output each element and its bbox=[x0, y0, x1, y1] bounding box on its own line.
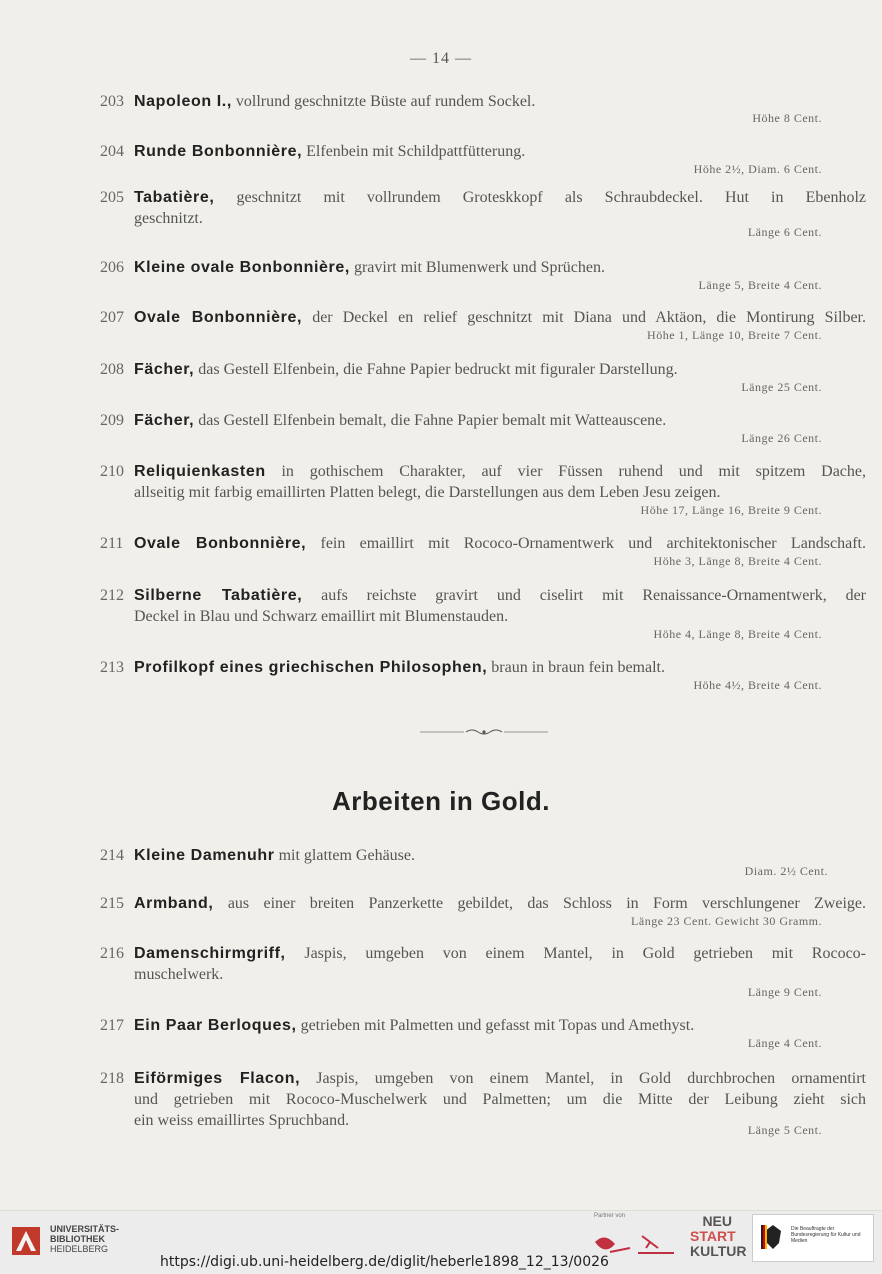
entry-title: Ein Paar Berloques, bbox=[134, 1017, 297, 1034]
library-name-line: UNIVERSITÄTS- bbox=[50, 1224, 120, 1234]
catalog-entry bbox=[100, 257, 866, 292]
entry-measure: Länge 4 Cent. bbox=[747, 1036, 822, 1050]
entry-number: 206 bbox=[100, 259, 124, 276]
neustart-kultur-logo bbox=[690, 1213, 747, 1260]
entry-text: aufs reichste gravirt und ciselirt mit Renaissance-Ornamentwerk, der bbox=[321, 587, 866, 604]
entry-measure: Höhe 2½, Diam. 6 Cent. bbox=[693, 162, 822, 176]
entry-number: 210 bbox=[100, 463, 124, 480]
entry-title: Damenschirmgriff, bbox=[134, 945, 286, 962]
entry-number: 209 bbox=[100, 412, 124, 429]
catalog-entry bbox=[100, 1068, 866, 1137]
neustart-line: START bbox=[690, 1228, 736, 1244]
entry-measure: Länge 26 Cent. bbox=[741, 431, 822, 445]
entry-number: 212 bbox=[100, 587, 124, 604]
entry-number: 205 bbox=[100, 189, 124, 206]
section-title: Arbeiten in Gold. bbox=[332, 786, 550, 816]
federal-government-text: Die Beauftragte der Bundesregierung für Kultur und Medien bbox=[791, 1226, 861, 1244]
entry-number: 216 bbox=[100, 945, 124, 962]
entry-title: Reliquienkasten bbox=[134, 463, 266, 480]
entry-text: Jaspis, umgeben von einem Mantel, in Gold getrieben mit Rococo- bbox=[304, 945, 867, 962]
federal-government-logo bbox=[752, 1214, 874, 1262]
catalog-entry bbox=[100, 845, 866, 878]
library-name-line: BIBLIOTHEK bbox=[50, 1234, 105, 1244]
neustart-line: NEU bbox=[702, 1213, 732, 1229]
entry-title: Tabatière, bbox=[134, 189, 215, 206]
entry-text: geschnitzt mit vollrundem Groteskkopf als Schraubdeckel. Hut in Ebenholz bbox=[236, 189, 866, 206]
entry-text: getrieben mit Palmetten und gefasst mit Topas und Amethyst. bbox=[300, 1017, 695, 1034]
entry-continuation: und getrieben mit Rococo-Muschelwerk und Palmetten; um die Mitte der Leibung zieht sich bbox=[134, 1091, 866, 1108]
entry-title: Runde Bonbonnière, bbox=[134, 143, 303, 160]
partner-label: Partner von bbox=[594, 1213, 626, 1219]
entry-text: fein emaillirt mit Rococo-Ornamentwerk und architektonischer Landschaft. bbox=[320, 535, 866, 552]
entry-measure: Länge 25 Cent. bbox=[741, 380, 822, 394]
entry-text: braun in braun fein bemalt. bbox=[491, 659, 665, 676]
entry-number: 215 bbox=[100, 895, 124, 912]
catalog-entry bbox=[100, 410, 866, 445]
entry-number: 203 bbox=[100, 93, 124, 110]
entry-measure: Diam. 2½ Cent. bbox=[744, 864, 828, 878]
entry-number: 207 bbox=[100, 309, 124, 326]
entry-number: 208 bbox=[100, 361, 124, 378]
entry-title: Napoleon I., bbox=[134, 93, 232, 110]
document-url[interactable]: https://digi.ub.uni-heidelberg.de/diglit/heberle1898_12_13/0026 bbox=[160, 1254, 609, 1270]
entry-number: 213 bbox=[100, 659, 124, 676]
catalog-entry bbox=[100, 533, 866, 568]
page-number: — 14 — bbox=[410, 50, 472, 67]
entry-text: mit glattem Gehäuse. bbox=[278, 847, 415, 864]
entry-measure: Höhe 1, Länge 10, Breite 7 Cent. bbox=[647, 328, 822, 342]
entry-measure: Höhe 8 Cent. bbox=[752, 111, 822, 125]
partner-logo bbox=[590, 1222, 680, 1262]
entry-title: Kleine Damenuhr bbox=[134, 847, 275, 864]
entry-measure: Länge 5, Breite 4 Cent. bbox=[698, 278, 822, 292]
entry-title: Fächer, bbox=[134, 361, 195, 378]
entry-text: der Deckel en relief geschnitzt mit Diana und Aktäon, die Montirung Silber. bbox=[312, 309, 866, 326]
catalog-entry bbox=[100, 943, 866, 999]
catalog-entry bbox=[100, 187, 866, 239]
entry-text: Jaspis, umgeben von einem Mantel, in Gold durchbrochen ornamentirt bbox=[316, 1070, 866, 1087]
entry-continuation: ein weiss emaillirtes Spruchband. bbox=[134, 1112, 350, 1129]
entry-text: gravirt mit Blumenwerk und Sprüchen. bbox=[353, 259, 605, 276]
entry-measure: Höhe 3, Länge 8, Breite 4 Cent. bbox=[653, 554, 822, 568]
catalog-entry bbox=[100, 359, 866, 394]
entry-text: das Gestell Elfenbein, die Fahne Papier bedruckt mit figuraler Darstellung. bbox=[198, 361, 678, 378]
entry-measure: Länge 6 Cent. bbox=[747, 225, 822, 239]
eagle-icon bbox=[761, 1223, 785, 1253]
entry-number: 218 bbox=[100, 1070, 124, 1087]
entry-measure: Höhe 4, Länge 8, Breite 4 Cent. bbox=[653, 627, 822, 641]
catalog-entry bbox=[100, 657, 866, 692]
catalog-entry bbox=[100, 141, 866, 176]
entry-measure: Höhe 17, Länge 16, Breite 9 Cent. bbox=[640, 503, 822, 517]
entry-measure: Höhe 4½, Breite 4 Cent. bbox=[693, 678, 822, 692]
entry-title: Kleine ovale Bonbonnière, bbox=[134, 259, 350, 276]
entry-title: Fächer, bbox=[134, 412, 195, 429]
catalog-entry bbox=[100, 585, 866, 641]
entry-measure: Länge 9 Cent. bbox=[747, 985, 822, 999]
entry-text: aus einer breiten Panzerkette gebildet, das Schloss in Form verschlungener Zweige. bbox=[227, 895, 866, 912]
entry-title: Armband, bbox=[134, 895, 214, 912]
entry-text: vollrund geschnitzte Büste auf rundem Sockel. bbox=[235, 93, 536, 110]
library-name-line: HEIDELBERG bbox=[50, 1244, 109, 1254]
entry-measure: Länge 5 Cent. bbox=[747, 1123, 822, 1137]
entry-continuation: allseitig mit farbig emaillirten Platten belegt, die Darstellungen aus dem Leben Jesu zeigen. bbox=[134, 484, 721, 501]
entry-text: Elfenbein mit Schildpattfütterung. bbox=[306, 143, 526, 160]
catalog-entry bbox=[100, 461, 866, 517]
catalog-entry bbox=[100, 1015, 866, 1050]
entry-measure: Länge 23 Cent. Gewicht 30 Gramm. bbox=[631, 914, 822, 928]
ornament-divider bbox=[420, 728, 548, 736]
entry-number: 217 bbox=[100, 1017, 124, 1034]
entry-continuation: Deckel in Blau und Schwarz emaillirt mit Blumenstauden. bbox=[134, 608, 509, 625]
catalog-entry bbox=[100, 307, 866, 342]
entry-text: das Gestell Elfenbein bemalt, die Fahne Papier bemalt mit Watteauscene. bbox=[198, 412, 667, 429]
entry-title: Ovale Bonbonnière, bbox=[134, 535, 307, 552]
entry-title: Silberne Tabatière, bbox=[134, 587, 303, 604]
entry-number: 204 bbox=[100, 143, 124, 160]
entry-title: Profilkopf eines griechischen Philosophen, bbox=[134, 659, 488, 676]
entry-continuation: muschelwerk. bbox=[134, 966, 224, 983]
catalog-entry bbox=[100, 91, 866, 125]
entry-text: in gothischem Charakter, auf vier Füssen ruhend und mit spitzem Dache, bbox=[281, 463, 867, 480]
entry-number: 214 bbox=[100, 847, 124, 864]
neustart-line: KULTUR bbox=[690, 1243, 747, 1259]
entry-continuation: geschnitzt. bbox=[134, 210, 203, 227]
catalog-entry bbox=[100, 893, 866, 928]
entry-title: Eiförmiges Flacon, bbox=[134, 1070, 301, 1087]
entry-title: Ovale Bonbonnière, bbox=[134, 309, 303, 326]
entry-number: 211 bbox=[100, 535, 124, 552]
